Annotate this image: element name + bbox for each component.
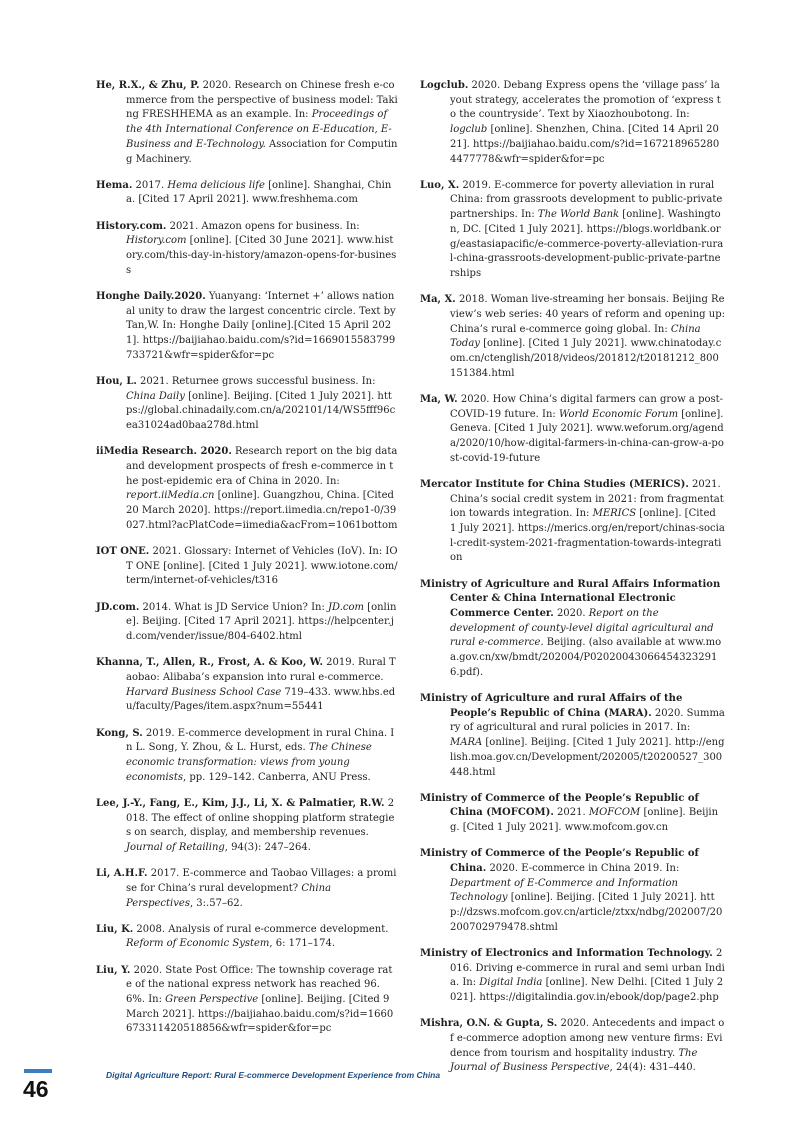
reference-source: Report on the development of county-level digital agricultural and rural e-commerce [450,608,714,649]
reference-entry [96,867,398,911]
reference-details: [online]. Beijing. [Cited 1 July 2021]. https://global.chinadaily.com.cn/a/202101/14/WS5fff96cea31024ad0baa278d.html [126,390,396,432]
reference-entry [420,179,725,282]
reference-entry [96,375,398,434]
reference-details: , 24(4): 431–440. [609,1062,696,1074]
reference-source: Department of E-Commerce and Information Technology [450,877,678,904]
reference-source: Reform of Economic System [126,938,270,950]
reference-author: Ministry of Commerce of the People’s Republic of China. [420,848,699,875]
page-number-accent-bar [24,1069,52,1073]
reference-entry [420,393,725,467]
reference-text: 2020. Research on Chinese fresh e-commerce from the perspective of business model: Taking FRESHHEMA as an example. In: [126,80,398,121]
reference-author: Kong, S. [96,727,143,739]
reference-author: Ma, W. [420,393,458,405]
reference-text: 2017. [132,179,168,191]
reference-details: [online]. Beijing. [Cited 17 April 2021]. https://helpcenter.jd.com/vender/issue/804-6402.html [126,601,397,642]
reference-text: 2016. Driving e-commerce in rural and semi urban India. In: [450,948,725,989]
reference-author: Liu, K. [96,923,134,935]
reference-entry [420,79,725,167]
reference-author: JD.com. [96,601,140,613]
reference-entry [96,923,398,952]
reference-author: Ministry of Agriculture and rural Affairs of the People’s Republic of China (MARA). [420,693,683,719]
reference-entry [420,792,725,836]
reference-source: Hema delicious life [167,179,265,191]
reference-source: MARA [450,737,483,749]
footer-report-title: Digital Agriculture Report: Rural E-commerce Development Experience from China [106,1070,441,1080]
reference-entry [420,947,725,1006]
reference-details: , 3:.57–62. [189,897,243,909]
reference-author: Liu, Y. [96,964,131,976]
reference-entry [96,290,398,364]
reference-details: , 94(3): 247–264. [224,841,311,853]
reference-details: [online]. Beijing. [Cited 1 July 2021]. www.mofcom.gov.cn [450,807,719,834]
reference-entry [420,578,725,681]
reference-author: History.com. [96,220,167,232]
reference-author: Hou, L. [96,375,137,387]
reference-text: 2014. What is JD Service Union? In: [139,601,329,613]
reference-details: [online]. Beijing. [Cited 1 July 2021]. http://dzsws.mofcom.gov.cn/article/ztxx/ndbg/202007/20200702979478.shtml [450,892,723,933]
reference-details: [online]. New Delhi. [Cited 1 July 2021]. https://digitalindia.gov.in/ebook/dop/page2.php [450,977,724,1004]
reference-author: IOT ONE. [96,545,150,557]
reference-details: [online]. Beijing. [Cited 1 July 2021]. http://english.moa.gov.cn/Development/202005/t20200527_300448.html [450,737,725,778]
reference-entry [96,220,398,279]
reference-author: Honghe Daily.2020. [96,290,206,302]
reference-entry [96,797,398,856]
reference-text: 2021. [553,807,589,819]
reference-text: 2019. E-commerce for poverty alleviation in rural China: from grassroots development to public-private partnerships. In: [450,179,723,221]
reference-source: The Journal of Business Perspective [450,1047,698,1074]
reference-text: 2020. [553,608,589,619]
reference-source: JD.com [328,601,364,613]
reference-source: Journal of Retailing [126,841,225,853]
reference-details: 719–433. www.hbs.edu/faculty/Pages/item.aspx?num=55441 [126,686,396,713]
page-number: 46 [23,1076,49,1102]
reference-source: The Chinese economic transformation: views from young economists [126,742,372,783]
reference-source: China Daily [126,390,185,402]
reference-details: [online]. [Cited 1 July 2021]. https://merics.org/en/report/chinas-social-credit-system-2021-fragmentation-towards-integration [450,508,725,564]
reference-source: Green Perspective [165,994,259,1006]
reference-entry [96,79,398,167]
reference-entry [420,293,725,381]
reference-source: logclub [450,124,488,136]
reference-text: 2021. China’s social credit system in 2021: from fragmentation towards integration. In: [450,478,724,520]
references-column-right [420,79,725,1088]
reference-entry [96,179,398,208]
reference-author: Mishra, O.N. & Gupta, S. [420,1018,558,1030]
reference-author: Hema. [96,179,133,191]
reference-text: 2020. E-commerce in China 2019. In: [486,863,680,875]
reference-details: . Beijing. (also available at www.moa.gov.cn/xw/bmdt/202004/P020200430664543232916.pdf). [450,637,722,678]
reference-entry [96,445,398,533]
reference-text: 2008. Analysis of rural e-commerce development. [133,923,389,935]
reference-details: [online]. Washington, DC. [Cited 1 July 2021]. https://blogs.worldbank.org/eastasiapacific/e-commerce-poverty-alleviation-rural-china-grassroots-development-public-private-partnerships [450,209,724,279]
reference-text: 2018. The effect of online shopping platform strategies on search, display, and membership revenues. [126,797,395,839]
reference-text: 2021. Returnee grows successful business. In: [136,375,376,387]
references-column-left [96,79,398,1049]
reference-details: [online]. Shenzhen, China. [Cited 14 April 2021]. https://baijiahao.baidu.com/s?id=1672189652804477778&wfr=spider&for=pc [450,124,720,165]
reference-text: 2020. State Post Office: The township coverage rate of the national express network has reached 96.6%. In: [126,964,393,1006]
reference-author: Logclub. [420,80,469,91]
reference-source: Harvard Business School Case [126,686,282,698]
reference-author: Lee, J.-Y., Fang, E., Kim, J.J., Li, X. & Palmatier, R.W. [96,797,385,809]
reference-author: He, R.X., & Zhu, P. [96,80,200,91]
reference-source: China Today [450,323,701,350]
reference-source: report.iiMedia.cn [126,490,215,502]
reference-text: 2020. Debang Express opens the ‘village pass’ layout strategy, accelerates the promotion of ‘express to the countryside’. Text by Xiaozhoubotong. In: [450,80,721,121]
reference-source: The World Bank [537,209,620,221]
reference-details: [online]. Shanghai, China. [Cited 17 April 2021]. www.freshhema.com [126,179,392,206]
reference-entry [420,1017,725,1076]
reference-source: Digital India [479,977,543,989]
reference-author: Li, A.H.F. [96,868,148,880]
reference-author: Ministry of Agriculture and Rural Affairs Information Center & China International Electronic Commerce Center. [420,578,721,619]
reference-author: Mercator Institute for China Studies (MERICS). [420,478,689,490]
reference-details: [online]. [Cited 30 June 2021]. www.history.com/this-day-in-history/amazon-opens-for-business [126,235,397,276]
reference-text: 2018. Woman live-streaming her bonsais. Beijing Review’s web series: 40 years of reform and opening up: China’s rural e-commerce going global. In: [450,294,725,335]
reference-author: Ministry of Commerce of the People’s Republic of China (MOFCOM). [420,792,699,819]
reference-entry [96,545,398,589]
reference-source: China Perspectives [126,882,332,909]
reference-details: [online]. Geneva. [Cited 1 July 2021]. www.weforum.org/agenda/2020/10/how-digital-farmers-in-china-can-grow-a-post-covid-19-future [450,408,724,464]
reference-entry [96,656,398,715]
reference-text: 2017. E-commerce and Taobao Villages: a promise for China’s rural development? [126,868,397,894]
reference-entry [420,692,725,780]
reference-source: MOFCOM [588,807,641,819]
reference-details: [online]. Beijing. [Cited 9 March 2021]. https://baijiahao.baidu.com/s?id=1660673311420518856&wfr=spider&for=pc [126,994,394,1035]
reference-entry [96,601,398,645]
reference-author: Ministry of Electronics and Information Technology. [420,948,713,960]
reference-text: Research report on the big data and development prospects of fresh e-commerce in the post-epidemic era of China in 2020. In: [126,446,398,487]
reference-source: History.com [126,235,187,247]
reference-source: MERICS [592,508,637,520]
reference-details: [online]. Guangzhou, China. [Cited 20 March 2020]. https://report.iimedia.cn/repo1-0/39027.html?acPlatCode=iimedia&acFrom=1061bottom [126,490,398,531]
reference-text: 2021. Amazon opens for business. In: [166,220,360,232]
reference-text: 2020. Summary of agricultural and rural policies in 2017. In: [450,707,725,734]
reference-entry [420,478,725,566]
reference-text: 2020. How China’s digital farmers can grow a post-COVID-19 future. In: [450,393,724,420]
reference-details: , 6: 171–174. [269,938,336,950]
reference-text: 2021. Glossary: Internet of Vehicles (IoV). In: IOT ONE [online]. [Cited 1 July 2021]. www.iotone.com/term/internet-of-vehicles/t316 [126,545,398,587]
reference-text: 2019. E-commerce development in rural China. In L. Song, Y. Zhou, & L. Hurst, eds. [126,727,395,754]
reference-text: 2019. Rural Taobao: Alibaba’s expansion into rural e-commerce. [126,657,396,683]
reference-author: Khanna, T., Allen, R., Frost, A. & Koo, W. [96,657,323,669]
reference-author: iiMedia Research. 2020. [96,446,232,458]
reference-author: Luo, X. [420,179,460,191]
reference-source: World Economic Forum [558,408,679,420]
reference-text: Yuanyang: ‘Internet +’ allows national unity to draw the largest concentric circle. Text by Tan,W. In: Honghe Daily [online].[Cited 15 April 2021]. https://baijiahao.baidu.com/s?id=1669015583799733721&wfr=spider&for=pc [126,290,396,361]
reference-details: , pp. 129–142. Canberra, ANU Press. [182,771,371,783]
reference-details: Association for Computing Machinery. [126,138,398,165]
reference-entry [96,727,398,786]
reference-author: Ma, X. [420,294,456,306]
reference-entry [96,964,398,1038]
reference-text: 2020. Antecedents and impact of e-commerce adoption among new venture firms: Evidence from tourism and hospitality industry. [450,1018,725,1059]
reference-source: Proceedings of the 4th International Conference on E-Education, E-Business and E-Technology. [126,109,392,150]
reference-details: [online]. [Cited 1 July 2021]. www.chinatoday.com.cn/ctenglish/2018/videos/201812/t20181212_800151384.html [450,338,722,379]
reference-entry [420,847,725,935]
